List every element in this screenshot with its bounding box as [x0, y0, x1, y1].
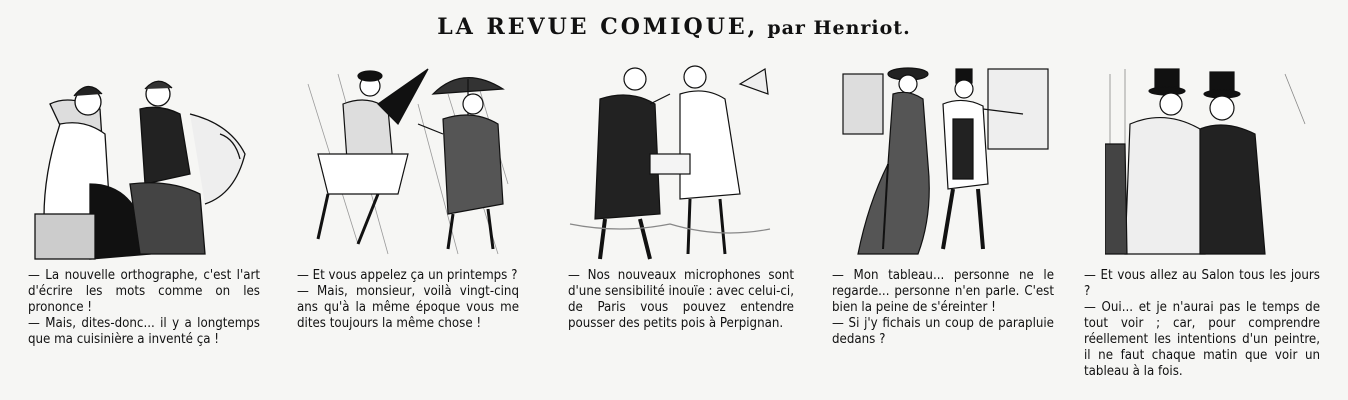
panel-2-illustration — [298, 64, 513, 264]
panel-4-caption: — Mon tableau... personne ne le regarde... personne n'en parle. C'est bien la peine de s'éreinter ! — Si j'y fichais un coup de parapluie dedans ? — [832, 268, 1054, 347]
microphone-scene-drawing — [560, 64, 780, 264]
panel-2-caption: — Et vous appelez ça un printemps ? — Mais, monsieur, voilà vingt-cinq ans qu'à la même époque vous me dites toujours la même chose ! — [297, 268, 519, 331]
panel-1-caption: — La nouvelle orthographe, c'est l'art d'écrire les mots comme on les prononce ! — Mais, dites-donc... il y a longtemps que ma cuisinière a inventé ça ! — [28, 268, 260, 347]
rain-scene-drawing — [298, 64, 513, 264]
page-title — [0, 14, 1348, 40]
top-hat-scene-drawing — [1105, 64, 1315, 264]
panel-4-illustration — [838, 64, 1053, 264]
panel-3-illustration — [560, 64, 780, 264]
panel-5-caption: — Et vous allez au Salon tous les jours ? — Oui... et je n'aurai pas le temps de tout voir ; car, pour comprendre réellement les intentions d'un peintre, il ne faut chaque matin que voir un tableau à la fois. — [1084, 268, 1320, 379]
parlor-scene-drawing — [30, 64, 260, 264]
panel-5-illustration — [1105, 64, 1315, 264]
title-main: LA REVUE COMIQUE, — [437, 14, 759, 40]
panel-1-illustration — [30, 64, 260, 264]
title-byline: par Henriot. — [767, 17, 911, 39]
panel-3-caption: — Nos nouveaux microphones sont d'une sensibilité inouïe : avec celui-ci, de Paris vous pouvez entendre pousser des petits pois à Perpignan. — [568, 268, 794, 331]
salon-scene-drawing — [838, 64, 1053, 264]
